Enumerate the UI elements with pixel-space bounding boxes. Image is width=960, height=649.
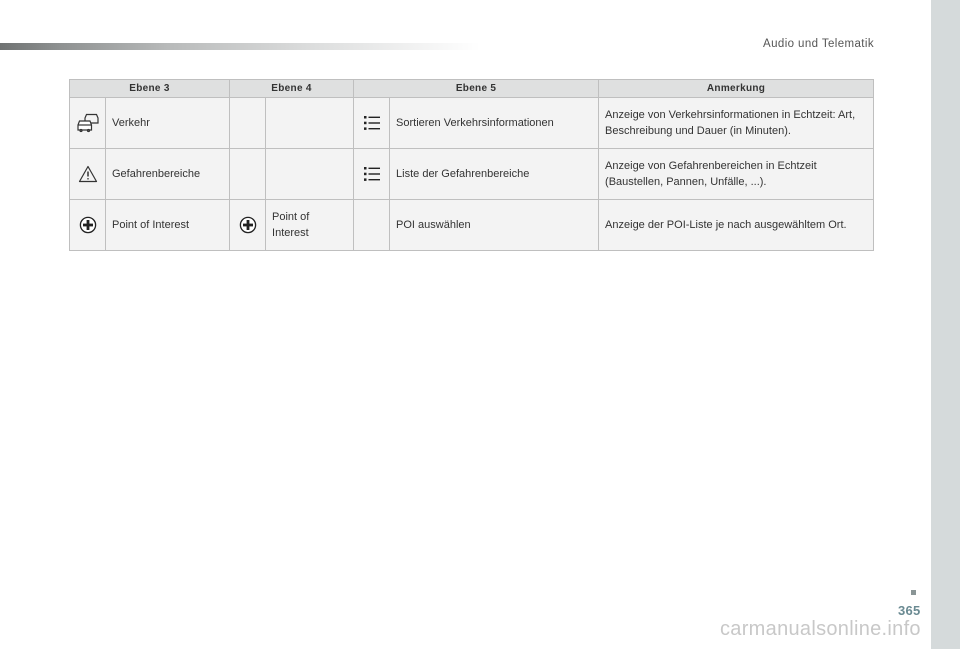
table-row (70, 200, 874, 251)
column-header-level5: Ebene 5 (354, 80, 599, 98)
warning-triangle-icon (78, 165, 98, 183)
note-cell: Anzeige von Gefahrenbereichen in Echtzeit (Baustellen, Pannen, Unfälle, ...). (599, 149, 874, 200)
level3-label: Verkehr (106, 98, 230, 149)
level5-label: Liste der Gefahrenbereiche (390, 149, 599, 200)
page-edge-band (931, 0, 960, 649)
header-decor-bar (0, 43, 480, 50)
column-header-note: Anmerkung (599, 80, 874, 98)
level5-label: POI auswählen (390, 200, 599, 251)
page-marker-square (911, 590, 916, 595)
table-header-row (70, 80, 874, 98)
level5-label: Sortieren Verkehrsinformationen (390, 98, 599, 149)
list-icon (363, 166, 381, 182)
column-header-level4: Ebene 4 (230, 80, 354, 98)
note-cell: Anzeige der POI-Liste je nach ausgewähltem Ort. (599, 200, 874, 251)
menu-levels-table (69, 79, 874, 251)
column-header-level3: Ebene 3 (70, 80, 230, 98)
level3-label: Gefahrenbereiche (106, 149, 230, 200)
level4-label (266, 149, 354, 200)
table-row (70, 98, 874, 149)
page-number: 365 (898, 603, 921, 618)
level4-label (266, 98, 354, 149)
level3-label: Point of Interest (106, 200, 230, 251)
traffic-cars-icon (76, 113, 100, 133)
note-cell: Anzeige von Verkehrsinformationen in Echtzeit: Art, Beschreibung und Dauer (in Minuten). (599, 98, 874, 149)
level4-label: Point of Interest (266, 200, 354, 251)
section-title: Audio und Telematik (763, 38, 874, 50)
plus-circle-icon (239, 216, 257, 234)
plus-circle-icon (79, 216, 97, 234)
watermark-text: carmanualsonline.info (720, 618, 921, 640)
table-row (70, 149, 874, 200)
list-icon (363, 115, 381, 131)
